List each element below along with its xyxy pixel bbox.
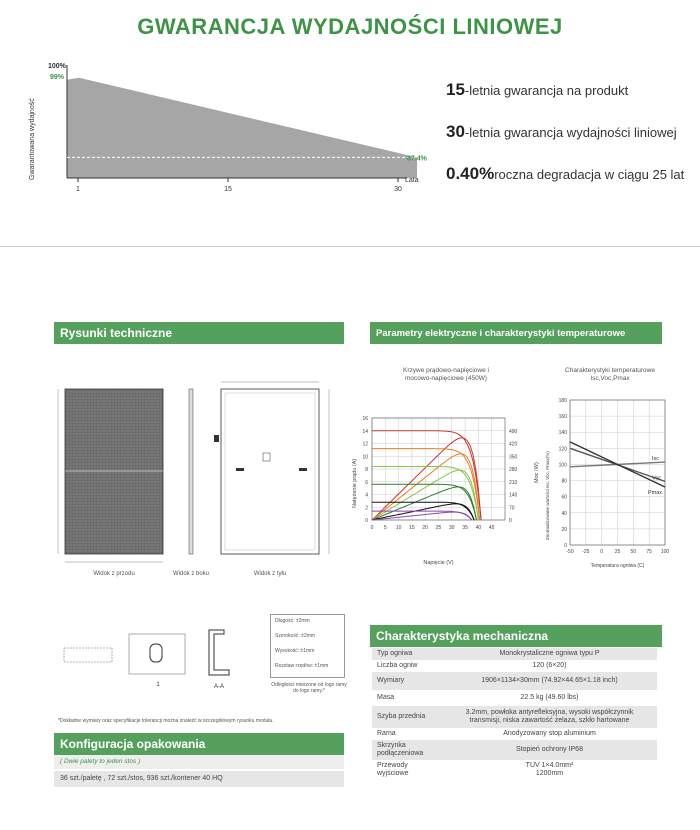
guarantee-text: roczna degradacja w ciągu 25 lat (494, 167, 685, 182)
back-view-panel (221, 389, 319, 554)
row-value: Stopień ochrony IP68 (516, 746, 583, 753)
warranty-start-label: 99% (50, 74, 65, 81)
technical-drawings (54, 375, 349, 590)
y2-tick-label: 140 (509, 492, 518, 499)
y2-tick-label: 490 (509, 428, 518, 435)
y-tick-label: 6 (365, 479, 368, 486)
x-tick-label: 40 (475, 525, 482, 531)
section-label: 1 (156, 682, 160, 688)
x-tick-label: 35 (462, 525, 468, 531)
technical-drawings-header: Rysunki techniczne (54, 322, 344, 344)
y-tick-label: 14 (362, 428, 368, 435)
row-value: Monokrystaliczne ogniwa typu P (499, 650, 600, 657)
mounting-hole (214, 435, 219, 442)
row-label: Wymiary (377, 677, 405, 684)
x-tick-label: 100 (660, 549, 670, 555)
guarantee-product (446, 80, 628, 100)
table-row (372, 672, 657, 690)
y-tick-label: 20 (561, 526, 567, 533)
y-tick-label: 8 (365, 467, 368, 473)
y-tick-label: 4 (365, 492, 368, 499)
iv-xlabel: Napięcie (V) (423, 560, 454, 566)
x-tick-label: 30 (449, 525, 455, 531)
warranty-ylabel: Gwarantowana wydajność (29, 98, 36, 180)
guarantee-value: 15 (446, 80, 465, 99)
x-tick-label: 15 (409, 525, 415, 531)
table-row (372, 740, 657, 760)
row-value: 3.2mm, powłoka antyrefleksyjna, wysoki współczynnik transmisji, niska zawartość żelaza, szkło hartowane (465, 709, 634, 724)
y-tick-label: 100 (558, 462, 567, 469)
temp-xlabel: Temperatura ogniwa (C) (590, 563, 645, 569)
frame-corner (129, 634, 185, 674)
mechanical-table-wrap (372, 648, 657, 780)
tolerance-item: Szerokość: ±2mm (275, 633, 315, 639)
x-tick-label: 15 (224, 186, 232, 193)
x-tick-label: 45 (488, 525, 495, 531)
tolerance-item: Rozstaw rzędów: ±1mm (275, 663, 329, 669)
footnote: *Dokładne wymiary oraz specyfikacje tolerancji można znaleźć w szczegółowym rysunku modułu. (58, 718, 274, 724)
y2-tick-label: 350 (509, 454, 518, 461)
guarantee-text: -letnia gwarancja na produkt (464, 83, 629, 98)
guarantee-value: 0.40% (446, 164, 495, 183)
iv-y2label: Moc (W) (534, 462, 540, 483)
row-value: 22.5 kg (49.60 lbs) (520, 694, 579, 701)
row-label: Przewody wyjściowe (377, 762, 409, 777)
temp-chart (540, 390, 670, 580)
connector (299, 468, 307, 471)
series-label: Pmax (648, 489, 663, 496)
drawings-svg (54, 375, 349, 590)
series-label: Voc (652, 475, 662, 482)
x-tick-label: -50 (566, 549, 574, 555)
tolerance-item: Długość: ±2mm (275, 618, 310, 624)
iv-chart (340, 388, 550, 578)
y-tick-label: 180 (558, 398, 567, 404)
x-tick-label: 5 (383, 525, 387, 531)
row-label: Szyba przednia (377, 713, 426, 720)
y2-tick-label: 70 (509, 505, 515, 512)
temp-chart-title: Charakterystyki temperaturowe Isc,Voc,Pmax (565, 367, 655, 382)
y2-tick-label: 210 (509, 479, 518, 486)
iv-chart-title: Krzywe prądowo-napięciowe i mocowo-napięciowe (450W) (403, 367, 489, 382)
warranty-xlabel: Lata (405, 177, 419, 184)
connector (236, 468, 244, 471)
y-tick-label: 0 (365, 518, 368, 524)
table-row (372, 648, 657, 660)
packaging-header: Konfiguracja opakowania (54, 733, 344, 755)
row-value: Anodyzowany stop aluminium (503, 730, 596, 737)
side-view-panel (189, 389, 193, 554)
y-tick-label: 120 (558, 446, 567, 453)
x-tick-label: 1 (76, 186, 80, 193)
pv-curve (372, 438, 481, 520)
row-label: Rama (377, 730, 396, 737)
front-view-caption: Widok z przodu (93, 571, 135, 577)
table-row (372, 690, 657, 706)
x-tick-label: 75 (646, 549, 652, 555)
table-row (372, 728, 657, 740)
x-tick-label: 25 (614, 549, 621, 555)
y2-tick-label: 0 (509, 518, 512, 524)
guarantee-text: -letnia gwarancja wydajności liniowej (464, 125, 677, 140)
x-tick-label: 0 (370, 525, 374, 531)
y2-tick-label: 420 (509, 441, 518, 448)
cross-sections (54, 620, 269, 700)
row-value: 1906×1134×30mm (74.92×44.65×1.18 inch) (481, 677, 618, 684)
warranty-chart-svg (20, 58, 430, 198)
y-tick-label: 10 (362, 454, 368, 461)
y-tick-label: 60 (561, 494, 567, 501)
front-view-panel (65, 389, 163, 554)
row-label: Masa (377, 694, 395, 701)
mechanical-table (372, 648, 657, 780)
side-view-caption: Widok z boku (172, 571, 210, 577)
back-view-caption: Widok z tyłu (253, 571, 287, 577)
table-row (372, 706, 657, 728)
x-tick-label: 25 (435, 525, 442, 531)
x-tick-label: -25 (582, 549, 590, 555)
row-value: TUV 1×4.0mm² 1200mm (525, 762, 574, 777)
warranty-chart (20, 58, 430, 198)
divider (0, 246, 700, 247)
tolerance-note: Odległości mierzone od logo ramy do logo ramy.* (271, 682, 347, 694)
row-label: Skrzynka podłączeniowa (377, 742, 424, 757)
guarantee-linear (446, 122, 677, 142)
iv-ylabel: Natężenie prądu (A) (352, 458, 358, 508)
x-tick-label: 20 (422, 525, 428, 531)
temp-ylabel: Znormalizowane wartości Isc, Voc, Pmax(%) (545, 451, 550, 540)
tolerances-box (270, 614, 345, 678)
x-tick-label: 30 (394, 186, 402, 193)
mechanical-header: Charakterystyka mechaniczna (370, 625, 662, 647)
tolerance-item: Wysokość: ±1mm (275, 648, 315, 654)
packaging-subtitle: ( Dwie palety to jeden stos ) (54, 755, 344, 769)
cross-sections-svg (54, 620, 269, 700)
row-label: Typ ogniwa (377, 650, 413, 657)
y-tick-label: 2 (365, 505, 368, 512)
x-tick-label: 10 (395, 525, 402, 531)
electrical-header: Parametry elektryczne i charakterystyki temperaturowe (370, 322, 662, 344)
warranty-area (67, 78, 417, 178)
row-value: 120 (6×20) (532, 662, 567, 669)
x-tick-label: 50 (630, 549, 637, 555)
y-tick-label: 80 (561, 478, 567, 485)
y-tick-label: 40 (561, 510, 567, 517)
y-tick-label: 16 (362, 416, 368, 422)
frame-slot (150, 644, 162, 662)
x-tick-label: 0 (600, 549, 604, 555)
y-tick-label: 140 (558, 430, 567, 437)
row-label: Liczba ogniw (377, 662, 418, 669)
frame-profile (64, 648, 112, 662)
section-label: A-A (213, 684, 225, 690)
guarantee-degradation (446, 164, 684, 184)
frame-section-aa (209, 630, 229, 675)
page-title: GWARANCJA WYDAJNOŚCI LINIOWEJ (137, 14, 563, 39)
y2-tick-label: 280 (509, 467, 518, 473)
table-row (372, 660, 657, 672)
y-tick-label: 0 (564, 543, 567, 549)
series-label: Isc (652, 456, 660, 463)
warranty-y-top-label: 100% (48, 63, 66, 70)
packaging-details: 36 szt./paletę , 72 szt./stos, 936 szt./kontener 40 HQ (54, 771, 344, 787)
guarantee-value: 30 (446, 122, 465, 141)
y-tick-label: 12 (362, 441, 368, 448)
table-row (372, 760, 657, 780)
y-tick-label: 160 (558, 414, 567, 421)
warranty-end-label: 87.4% (407, 155, 427, 163)
